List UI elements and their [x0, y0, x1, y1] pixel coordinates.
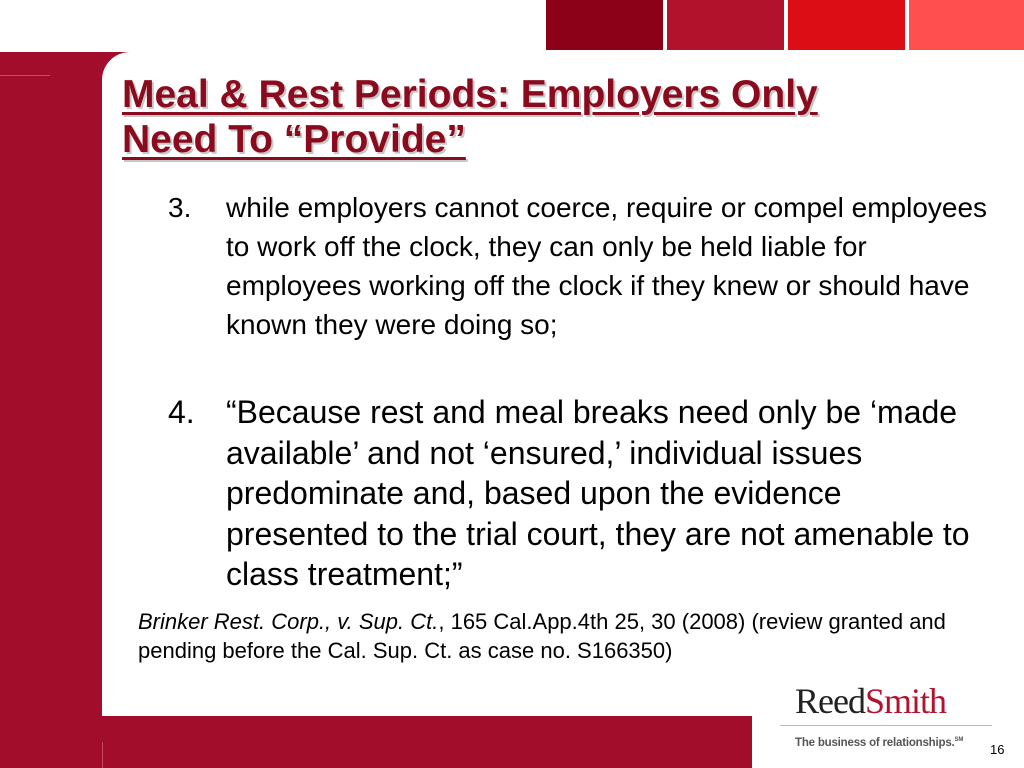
frame-left-bar: [0, 52, 102, 768]
service-mark: SM: [954, 737, 964, 744]
logo-part-reed: Reed: [795, 681, 865, 721]
brand-tagline: [795, 737, 963, 749]
logo-part-smith: Smith: [864, 681, 946, 721]
citation-details: , 165 Cal.App.4th 25, 30 (2008) (review granted and pending before the Cal. Sup. Ct. as case no. S166350): [138, 609, 946, 663]
list-item: [168, 392, 988, 595]
frame-bottom-bar: [0, 716, 752, 768]
slide-title: [122, 72, 1002, 162]
slide-title-line-2: Need To “Provide”: [122, 118, 466, 161]
case-name: Brinker Rest. Corp., v. Sup. Ct.: [138, 609, 439, 634]
list-item-number: 3.: [168, 192, 192, 223]
list-item: [168, 188, 988, 344]
top-color-block-3: [788, 0, 905, 50]
logo-divider: [780, 725, 992, 726]
list-item-text: “Because rest and meal breaks need only be ‘made available’ and not ‘ensured,’ individual issues predominate and, based upon the evidence presented to the trial court, they are not amenable to class treatment;”: [226, 394, 970, 592]
top-color-block-4: [909, 0, 1024, 50]
frame-accent-line: [0, 75, 50, 76]
list-item-number: 4.: [168, 394, 195, 430]
page-number: 16: [990, 742, 1005, 757]
tagline-text: The business of relationships.: [795, 737, 955, 749]
case-citation: [138, 607, 998, 665]
list-item-text: while employers cannot coerce, require or compel employees to work off the clock, they can only be held liable for employees working off the clock if they knew or should have known they were doing so;: [226, 192, 988, 340]
slide-title-line-1: Meal & Rest Periods: Employers Only: [122, 73, 818, 116]
top-color-block-2: [667, 0, 784, 50]
top-color-block-1: [546, 0, 663, 50]
frame-accent-line: [102, 742, 103, 768]
reedsmith-logo: [795, 680, 946, 722]
frame-bottom-curve: [102, 660, 752, 716]
